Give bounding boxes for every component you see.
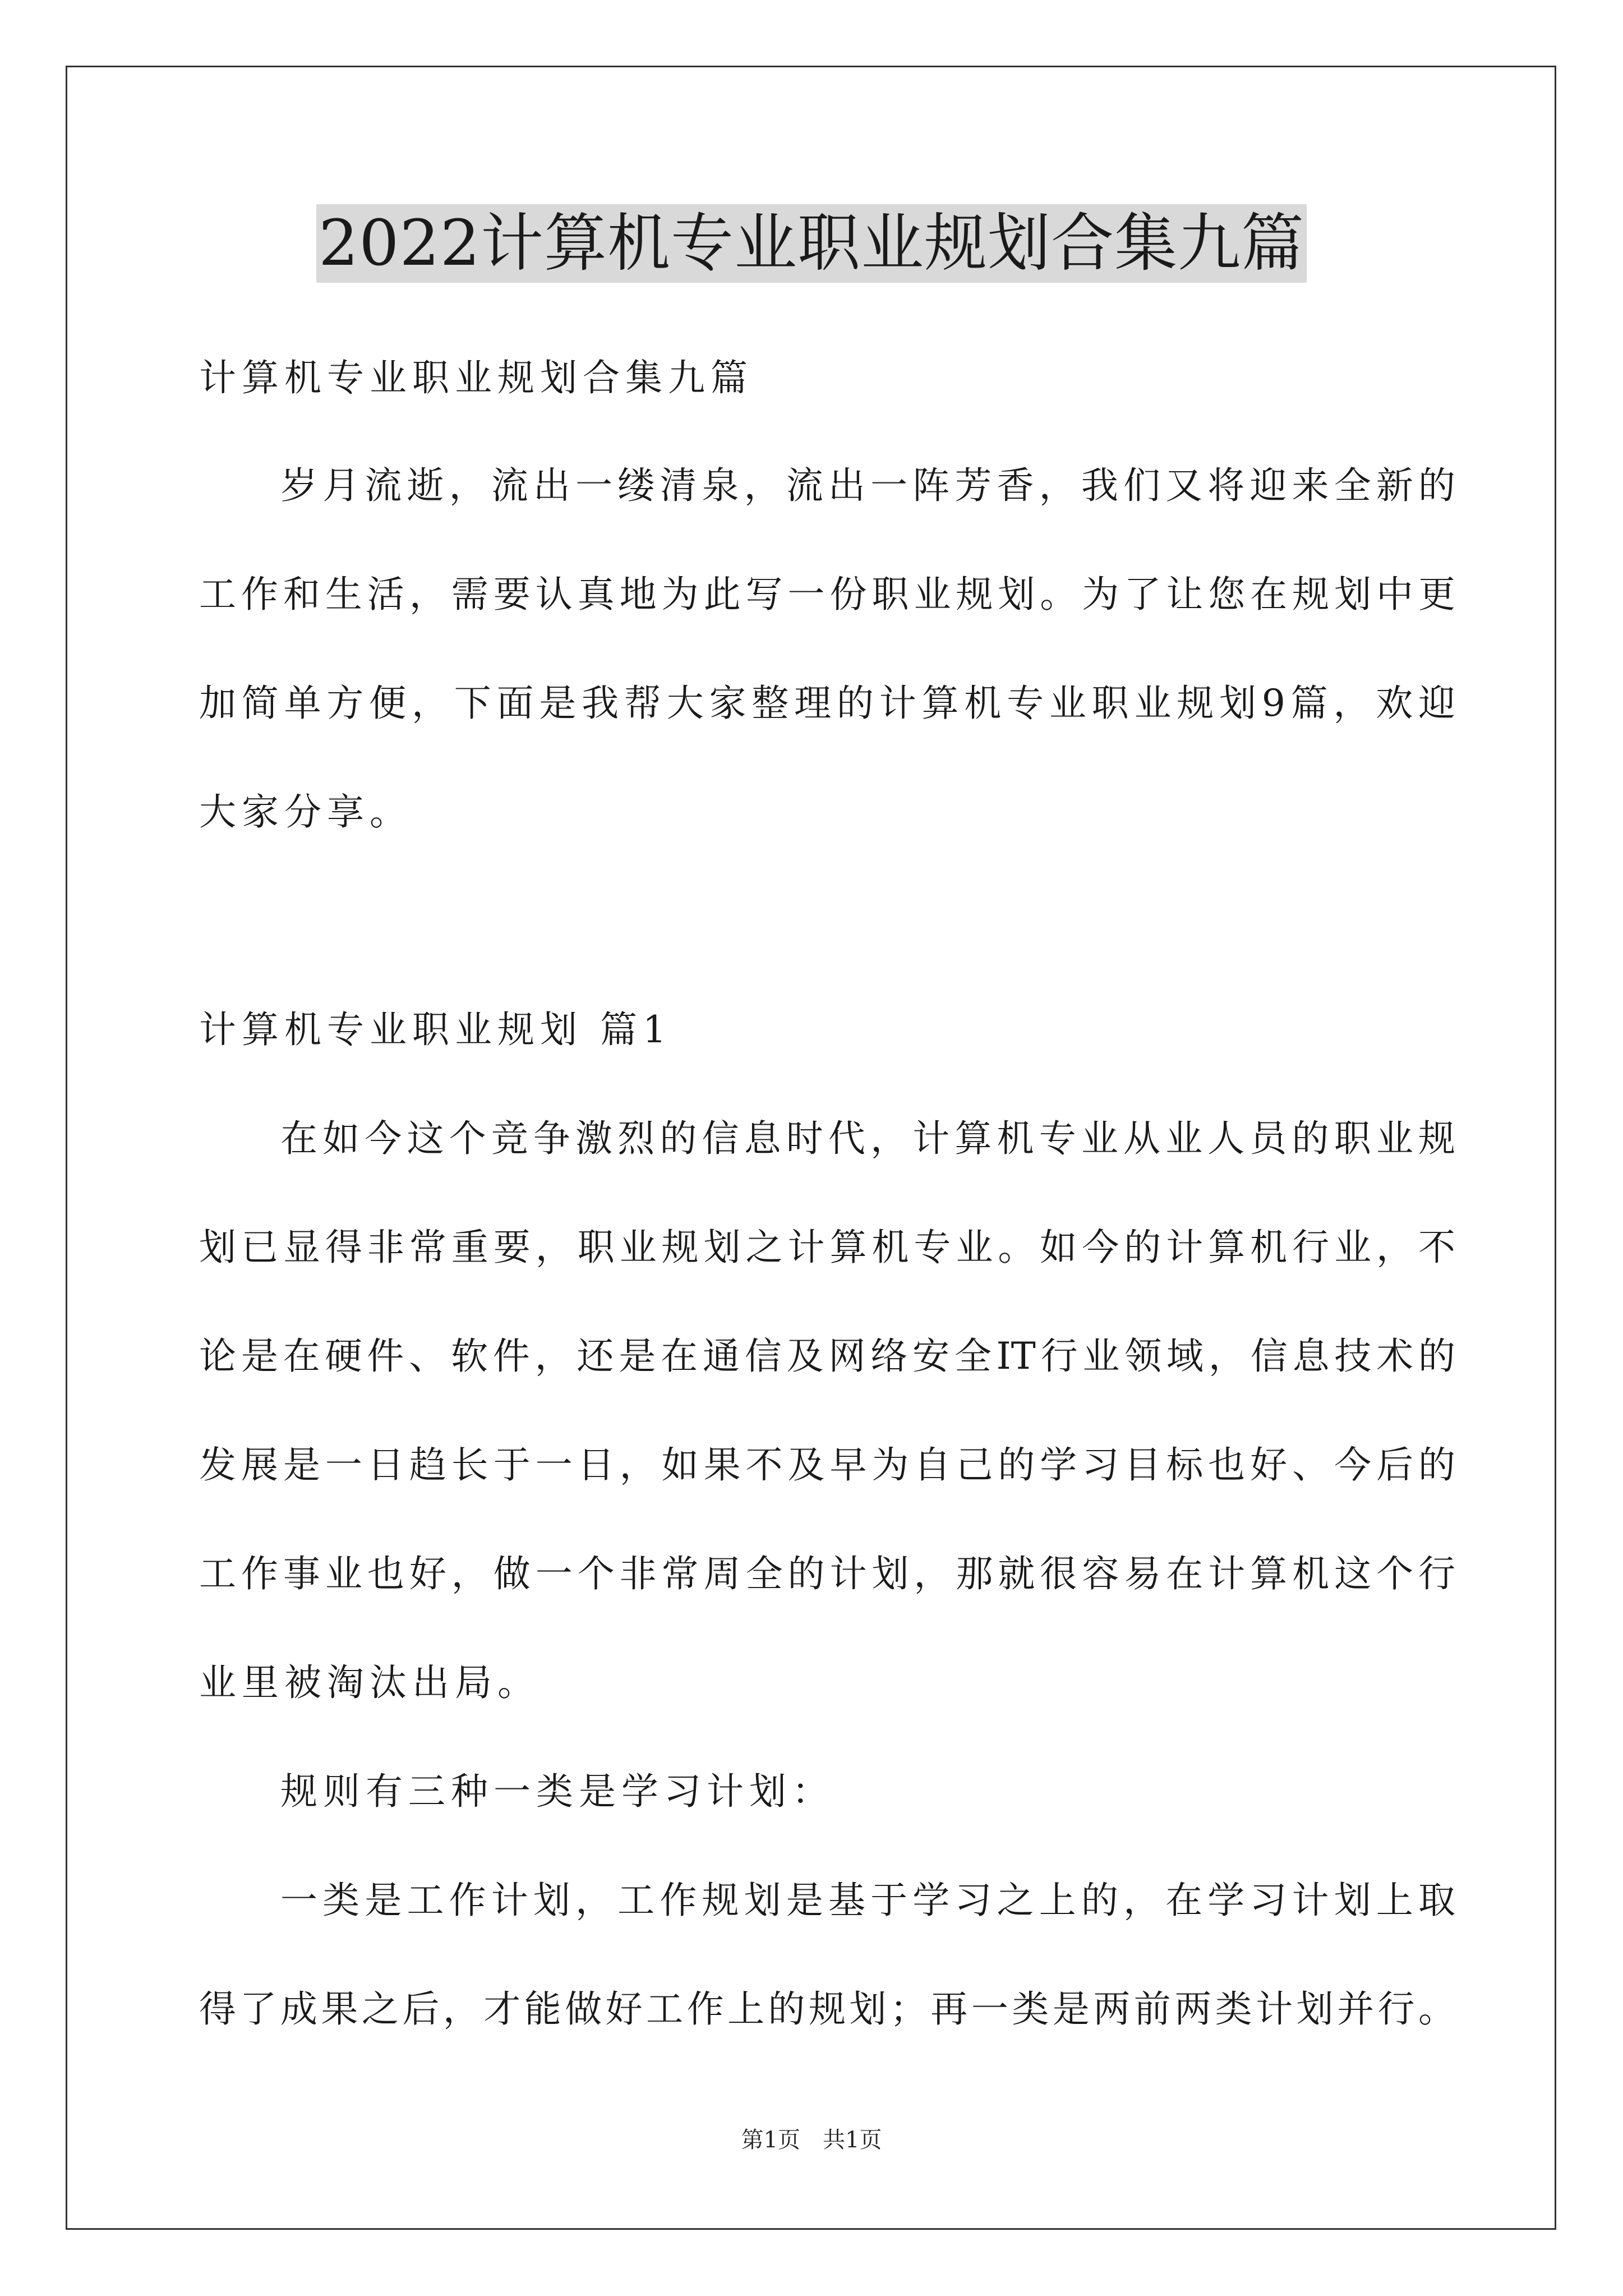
paragraph-line: 工作事业也好，做一个非常周全的计划，那就很容易在计算机这个行 <box>199 1552 1455 1595</box>
paragraph-line: 论是在硬件、软件，还是在通信及网络安全IT行业领域，信息技术的 <box>199 1335 1455 1378</box>
page-footer: 第1页 共1页 <box>741 2127 882 2153</box>
subtitle-line: 计算机专业职业规划合集九篇 <box>199 356 753 399</box>
document-title: 2022计算机专业职业规划合集九篇 <box>316 204 1307 283</box>
paragraph-line: 业里被淘汰出局。 <box>199 1661 540 1704</box>
paragraph-line: 加简单方便，下面是我帮大家整理的计算机专业职业规划9篇，欢迎 <box>199 682 1455 725</box>
paragraph-line: 一类是工作计划，工作规划是基于学习之上的，在学习计划上取 <box>280 1879 1455 1922</box>
section-heading: 计算机专业职业规划 篇1 <box>199 1008 672 1051</box>
title-wrap <box>0 204 1623 283</box>
paragraph-line: 大家分享。 <box>199 790 412 834</box>
paragraph-line: 得了成果之后，才能做好工作上的规划；再一类是两前两类计划并行。 <box>199 1987 1455 2031</box>
paragraph-line: 工作和生活，需要认真地为此写一份职业规划。为了让您在规划中更 <box>199 573 1455 616</box>
paragraph-line: 岁月流逝，流出一缕清泉，流出一阵芳香，我们又将迎来全新的 <box>280 464 1455 507</box>
paragraph-line: 划已显得非常重要，职业规划之计算机专业。如今的计算机行业，不 <box>199 1226 1455 1269</box>
paragraph-line: 发展是一日趋长于一日，如果不及早为自己的学习目标也好、今后的 <box>199 1443 1455 1487</box>
paragraph-line: 规则有三种一类是学习计划： <box>280 1770 834 1813</box>
paragraph-line: 在如今这个竞争激烈的信息时代，计算机专业从业人员的职业规 <box>280 1117 1455 1160</box>
